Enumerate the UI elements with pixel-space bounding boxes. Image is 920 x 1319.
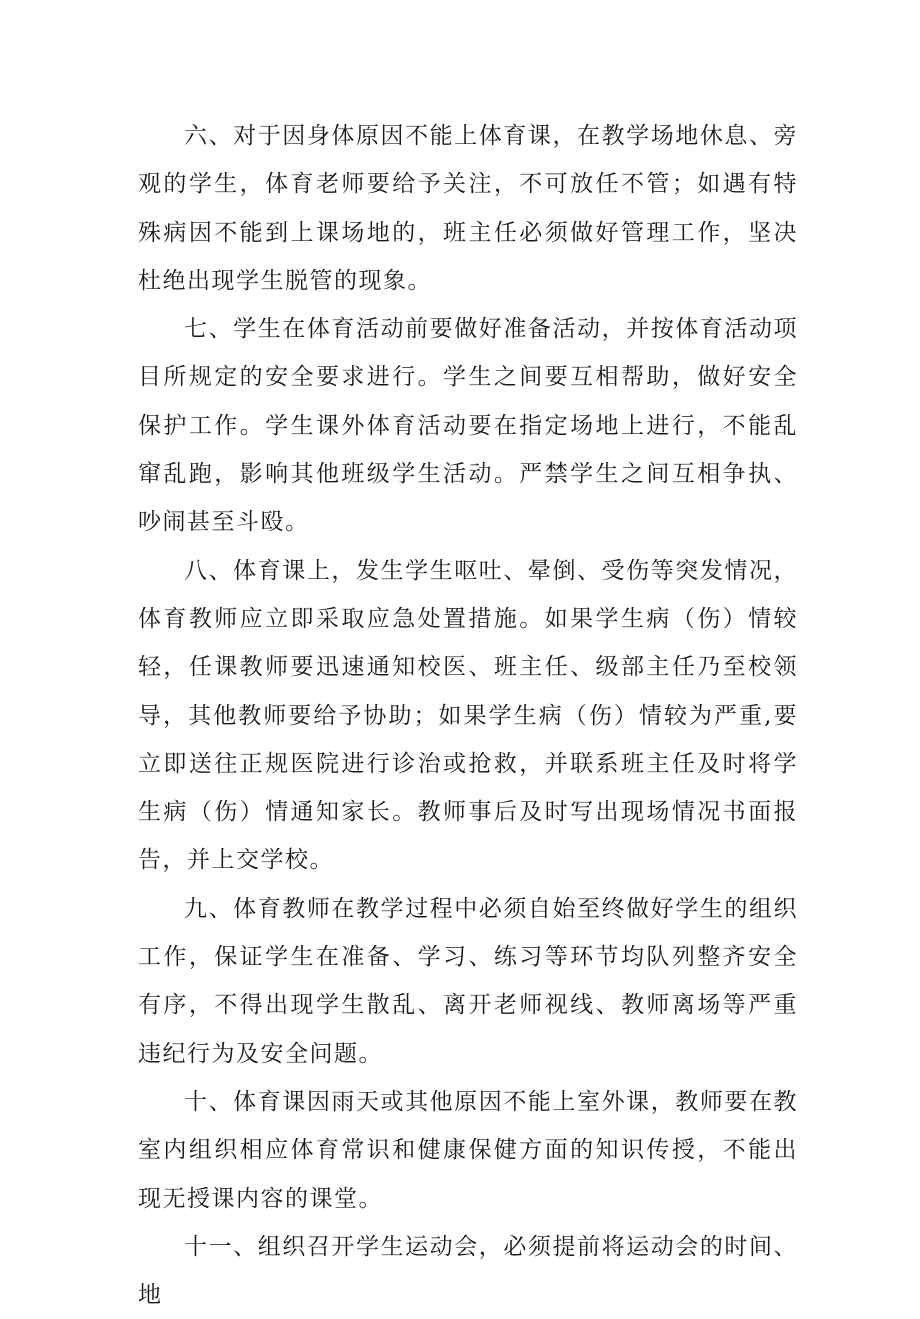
paragraph-9: 九、体育教师在教学过程中必须自始至终做好学生的组织工作，保证学生在准备、学习、练习等环节均队列整齐安全有序，不得出现学生散乱、离开老师视线、教师离场等严重违纪行为及安全问题。	[138, 895, 798, 1067]
document-body	[138, 112, 798, 1319]
paragraph-6: 六、对于因身体原因不能上体育课，在教学场地休息、旁观的学生，体育老师要给予关注，不可放任不管；如遇有特殊病因不能到上课场地的，班主任必须做好管理工作，坚决杜绝出现学生脱管的现象。	[138, 123, 798, 294]
paragraph-8: 八、体育课上，发生学生呕吐、晕倒、受伤等突发情况，体育教师应立即采取应急处置措施。如果学生病（伤）情较轻，任课教师要迅速通知校医、班主任、级部主任乃至校领导，其他教师要给予协助；如果学生病（伤）情较为严重,要立即送往正规医院进行诊治或抢救，并联系班主任及时将学生病（伤）情通知家长。教师事后及时写出现场情况书面报告，并上交学校。	[138, 557, 798, 874]
paragraph-11: 十一、组织召开学生运动会，必须提前将运动会的时间、地	[138, 1233, 798, 1309]
paragraph-7: 七、学生在体育活动前要做好准备活动，并按体育活动项目所规定的安全要求进行。学生之间要互相帮助，做好安全保护工作。学生课外体育活动要在指定场地上进行，不能乱窜乱跑，影响其他班级学生活动。严禁学生之间互相争执、吵闹甚至斗殴。	[138, 316, 798, 536]
paragraph-10: 十、体育课因雨天或其他原因不能上室外课，教师要在教室内组织相应体育常识和健康保健方面的知识传授，不能出现无授课内容的课堂。	[138, 1088, 798, 1212]
